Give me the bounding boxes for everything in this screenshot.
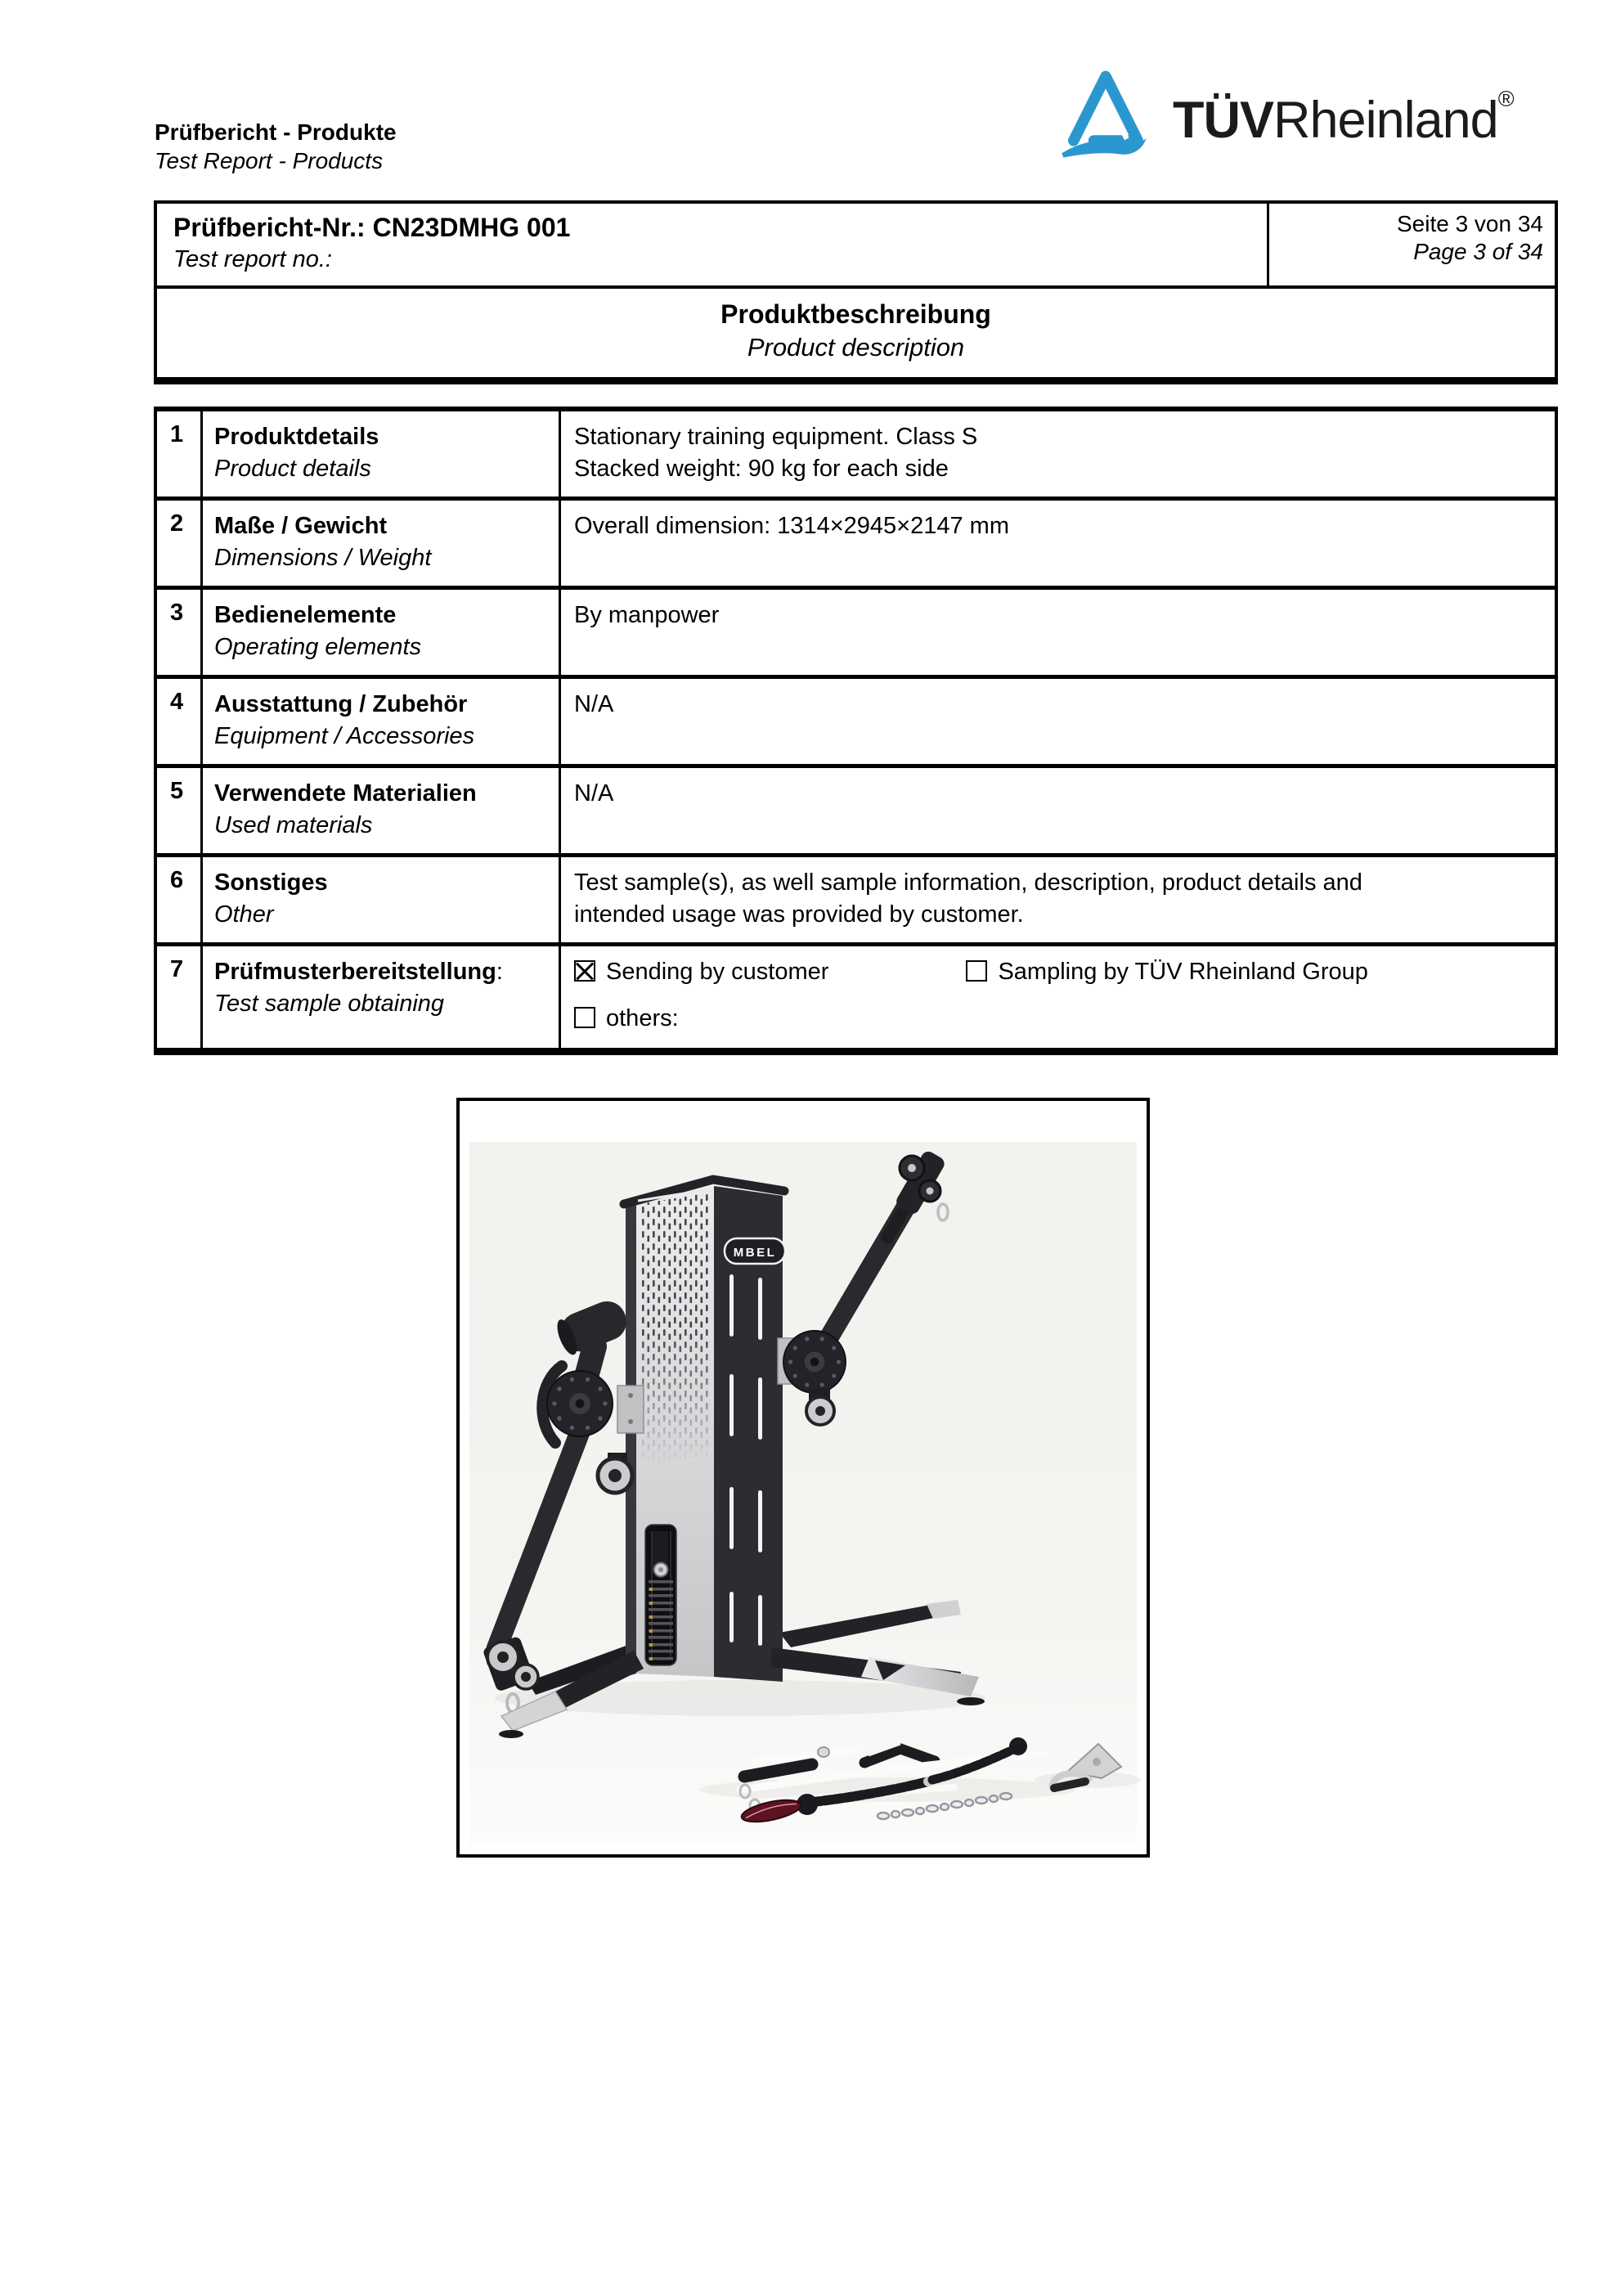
row-value-line: By manpower [574,602,720,628]
report-number-cell [157,204,1267,285]
tuv-rheinland-logo [1055,64,1515,170]
machine-tower [624,1179,785,1682]
machine-logo-plate [725,1238,785,1264]
table-row [157,946,1555,1048]
row-label-de: Sonstiges [214,869,328,896]
row-label-de: Prüfmusterbereitstellung: [214,959,503,985]
registered-mark: ® [1497,86,1515,111]
row-value-line: N/A [574,780,614,807]
table-row [157,501,1555,590]
product-photo-frame [456,1098,1150,1858]
checkbox-option [966,956,1367,988]
row-value-cell [561,768,1555,853]
table-row [157,590,1555,679]
row-value-cell [561,679,1555,764]
checkbox-label: Sampling by TÜV Rheinland Group [998,959,1368,985]
row-number-cell: 3 [157,590,203,675]
checkbox-line [574,1003,1538,1035]
header-title-de: Prüfbericht - Produkte [155,119,397,145]
machine-logo-text: MBEL [733,1246,777,1260]
table-row [157,857,1555,946]
row-label-cell [203,857,561,942]
row-label-cell [203,946,561,1048]
row-number-cell: 6 [157,857,203,942]
checkbox-option [574,1003,679,1035]
checkbox-unchecked [574,1007,595,1028]
product-photo [460,1101,1147,1854]
row-label-en: Product details [214,456,371,482]
row-label-en: Equipment / Accessories [214,723,475,749]
row-label-de: Bedienelemente [214,602,397,628]
brand-tuv: TÜV [1173,91,1273,149]
document-header [155,118,397,175]
row-label-cell [203,411,561,496]
row-number-cell: 7 [157,946,203,1048]
row-label-en: Test sample obtaining [214,991,445,1017]
row-value-line: Overall dimension: 1314×2945×2147 mm [574,513,1009,539]
row-value-line: Stacked weight: 90 kg for each side [574,456,949,482]
row-label-de: Maße / Gewicht [214,513,388,539]
row-number-cell: 4 [157,679,203,764]
page-number-en: Page 3 of 34 [1413,239,1543,264]
row-value-cell [561,946,1555,1048]
brand-rheinland: Rheinland [1273,91,1498,149]
row-label-de: Verwendete Materialien [214,780,477,807]
product-table [154,407,1558,1055]
row-label-cell [203,590,561,675]
photo-background [469,1142,1137,1844]
row-label-suffix: : [496,959,503,985]
report-number-label-en: Test report no.: [173,246,332,272]
row-number-cell: 1 [157,411,203,496]
row-value-cell [561,501,1555,586]
weight-stack [645,1525,676,1665]
row-number-cell: 5 [157,768,203,853]
page-number-cell [1267,204,1555,285]
section-title-de: Produktbeschreibung [720,299,991,329]
table-row [157,679,1555,768]
checkbox-label: Sending by customer [606,959,829,985]
table-row [157,768,1555,857]
row-label-de: Produktdetails [214,424,379,450]
row-label-en: Used materials [214,812,373,838]
table-row [157,411,1555,501]
checkbox-label: others: [606,1005,679,1031]
row-value-line: Test sample(s), as well sample information, description, product details and [574,869,1362,896]
row-value-line: intended usage was provided by customer. [574,901,1024,928]
row-value-cell [561,411,1555,496]
row-value-line: N/A [574,691,614,717]
checkbox-unchecked [966,960,987,982]
section-title-en: Product description [747,333,965,362]
row-value-cell [561,857,1555,942]
tuv-triangle-icon [1055,66,1156,168]
header-title-en: Test Report - Products [155,148,384,173]
checkbox-option [574,956,828,988]
brand-wordmark [1173,86,1515,149]
row-label-de: Ausstattung / Zubehör [214,691,468,717]
report-number: Prüfbericht-Nr.: CN23DMHG 001 [173,213,571,242]
row-value-line: Stationary training equipment. Class S [574,424,978,450]
checkbox-line [574,956,1538,988]
row-label-cell [203,679,561,764]
row-label-cell [203,768,561,853]
checkbox-checked [574,960,595,982]
section-title-row [157,289,1555,377]
row-label-cell [203,501,561,586]
row-label-en: Dimensions / Weight [214,545,432,571]
page-number-de: Seite 3 von 34 [1396,211,1543,236]
row-label-en: Other [214,901,274,928]
row-value-cell [561,590,1555,675]
row-number-cell: 2 [157,501,203,586]
report-header-box [154,200,1558,384]
row-label-en: Operating elements [214,634,422,660]
report-number-row [157,204,1555,289]
